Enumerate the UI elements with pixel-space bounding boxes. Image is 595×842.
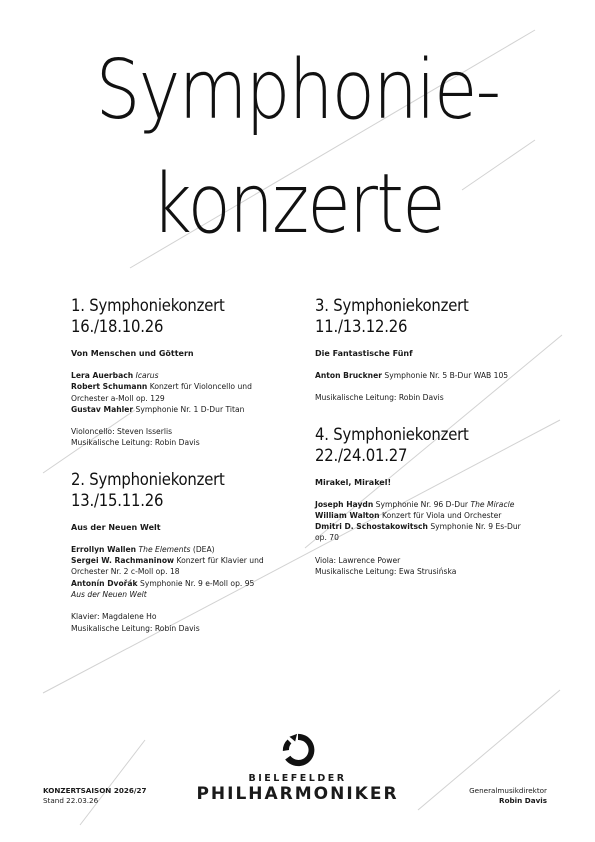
composer: Anton Bruckner	[315, 371, 382, 380]
composer: Dmitri D. Schostakowitsch	[315, 522, 428, 532]
performers	[315, 392, 555, 403]
concert-heading: 4. Symphoniekonzert	[315, 424, 469, 444]
program-item	[315, 510, 555, 521]
work-note: (DEA)	[192, 544, 215, 554]
program-list	[315, 499, 555, 544]
work-title: Konzert für Violoncello und	[149, 382, 252, 392]
director-role: Generalmusikdirektor	[469, 786, 547, 795]
work-title-italic: Aus der Neuen Welt	[71, 589, 147, 599]
logo-line-1: BIELEFELDER	[248, 773, 347, 784]
work-title-cont: Orchester Nr. 2 c-Moll op. 18	[71, 567, 180, 577]
work-title: Konzert für Klavier und	[176, 556, 264, 566]
concert-column-left	[71, 295, 311, 634]
page-title-line-1: Symphonie-	[95, 43, 500, 138]
season-label: KONZERTSAISON 2026/27	[43, 786, 147, 795]
work-title: Symphonie Nr. 9 Es-Dur	[430, 522, 521, 532]
concert-2	[71, 469, 311, 634]
program-list	[315, 370, 555, 381]
performer-line: Viola: Lawrence Power	[315, 555, 401, 565]
concert-dates: 22./24.01.27	[315, 445, 408, 465]
program-item	[71, 544, 311, 555]
performer-line: Musikalische Leitung: Robin Davis	[315, 393, 444, 403]
concert-dates: 16./18.10.26	[71, 317, 164, 336]
stand-date: Stand 22.03.26	[43, 796, 99, 805]
concert-3	[315, 295, 555, 404]
work-title: Symphonie Nr. 96 D-Dur	[375, 499, 469, 509]
concert-heading: 3. Symphoniekonzert	[315, 296, 469, 315]
composer: Errollyn Wallen	[71, 544, 137, 554]
performer-line: Violoncello: Steven Isserlis	[71, 427, 173, 437]
program-item	[315, 370, 555, 381]
work-title-cont: op. 70	[315, 533, 339, 543]
composer: Joseph Haydn	[315, 499, 374, 509]
concert-4	[315, 424, 555, 578]
composer: William Walton	[315, 510, 380, 520]
work-title-cont: Orchester a-Moll op. 129	[71, 393, 165, 403]
performer-line: Musikalische Leitung: Robin Davis	[71, 438, 200, 448]
performer-line: Klavier: Magdalene Ho	[71, 612, 157, 622]
concert-motto: Von Menschen und Göttern	[71, 349, 194, 358]
composer: Sergei W. Rachmaninow	[71, 556, 175, 566]
program-list	[71, 370, 311, 415]
logo-mark-icon	[279, 731, 317, 769]
work-title-italic: Icarus	[135, 371, 159, 380]
program-item	[71, 404, 311, 415]
work-title-italic: The Elements	[138, 544, 191, 554]
composer: Lera Auerbach	[71, 371, 134, 380]
program-item	[71, 381, 311, 404]
work-title: Symphonie Nr. 1 D-Dur Titan	[135, 404, 245, 414]
work-title: Symphonie Nr. 5 B-Dur WAB 105	[384, 371, 509, 380]
page-title-line-2: konzerte	[151, 157, 444, 252]
concert-motto: Aus der Neuen Welt	[71, 522, 161, 532]
program-item	[71, 555, 311, 578]
work-title-italic: The Miracle	[470, 499, 515, 509]
work-title: Symphonie Nr. 9 e-Moll op. 95	[140, 578, 255, 588]
composer: Gustav Mahler	[71, 404, 134, 414]
concert-column-right	[315, 295, 555, 577]
logo-line-2: PHILHARMONIKER	[196, 784, 399, 804]
performers	[71, 611, 311, 634]
footer-director	[469, 786, 547, 806]
program-item	[71, 578, 311, 601]
composer: Antonín Dvořák	[71, 578, 138, 588]
director-name: Robin Davis	[499, 796, 547, 805]
performers	[315, 555, 555, 578]
composer: Robert Schumann	[71, 382, 148, 392]
program-item	[71, 370, 311, 381]
concert-heading: 1. Symphoniekonzert	[71, 296, 225, 315]
work-title: Konzert für Viola und Orchester	[381, 510, 502, 520]
concert-motto: Die Fantastische Fünf	[315, 349, 413, 358]
program-item	[315, 521, 555, 544]
concert-1	[71, 295, 311, 449]
concert-heading: 2. Symphoniekonzert	[71, 469, 225, 489]
program-item	[315, 499, 555, 510]
concert-motto: Mirakel, Mirakel!	[315, 477, 392, 487]
performer-line: Musikalische Leitung: Ewa Strusińska	[315, 567, 457, 577]
program-list	[71, 544, 311, 600]
concert-dates: 11./13.12.26	[315, 317, 408, 336]
concert-dates: 13./15.11.26	[71, 490, 164, 510]
performer-line: Musikalische Leitung: Robin Davis	[71, 623, 200, 633]
footer-season	[43, 786, 146, 806]
performers	[71, 426, 311, 449]
